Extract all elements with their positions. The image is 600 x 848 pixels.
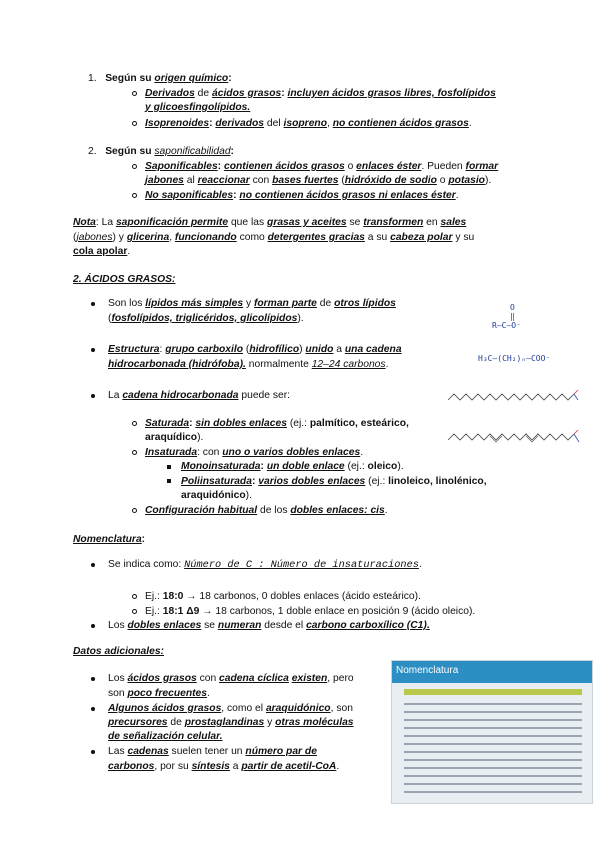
acidos-b2: Estructura: grupo carboxilo (hidrofílico) unido a una cadena xyxy=(108,344,402,355)
fatty-acid-formula-image: H₃C–(CH₂)ₙ–COO⁻ xyxy=(478,354,551,363)
configuracion-item: Configuración habitual de los dobles enlaces: cis. xyxy=(145,505,388,516)
poliinsaturada-item-cont: araquidónico). xyxy=(181,490,252,501)
nomen-b2: Los dobles enlaces se numeran desde el carbono carboxílico (C1). xyxy=(108,620,430,631)
acidos-b3: La cadena hidrocarbonada puede ser: xyxy=(108,390,291,401)
saturada-item: Saturada: sin dobles enlaces (ej.: palmítico, esteárico, xyxy=(145,418,409,429)
datos-b3-cont: carbonos, por su síntesis a partir de acetil-CoA. xyxy=(108,761,340,772)
saturada-item-cont: araquídico). xyxy=(145,432,204,443)
nomenclatura-heading: Nomenclatura: xyxy=(73,534,146,545)
datos-b3: Las cadenas suelen tener un número par de xyxy=(108,746,317,757)
acidos-b1: Son los lípidos más simples y forman parte de otros lípidos xyxy=(108,298,396,309)
nomen-ej1: Ej.: 18:0 → 18 carbonos, 0 dobles enlaces (ácido esteárico). xyxy=(145,591,421,602)
nota-line-3: cola apolar. xyxy=(73,246,131,257)
s2-item-a-cont: jabones al reaccionar con bases fuertes (hidróxido de sodio o potasio). xyxy=(145,175,492,186)
nomenclature-table-image: Nomenclatura xyxy=(391,660,593,804)
nomen-ej2: Ej.: 18:1 Δ9 → 18 carbonos, 1 doble enlace en posición 9 (ácido oleico). xyxy=(145,606,476,617)
poliinsaturada-item: Poliinsaturada: varios dobles enlaces (ej.: linoleico, linolénico, xyxy=(181,476,487,487)
saturated-chain-image xyxy=(446,388,582,404)
datos-b1-cont: son poco frecuentes. xyxy=(108,688,210,699)
acidos-b1-cont: (fosfolípidos, triglicéridos, glicolípidos). xyxy=(108,313,304,324)
s1-item-a: Derivados de ácidos grasos: incluyen ácidos grasos libres, fosfolípidos xyxy=(145,88,496,99)
datos-b2-cont2: de señalización celular. xyxy=(108,731,223,742)
s2-title: 2. Según su saponificabilidad: xyxy=(88,146,234,157)
acidos-heading: 2. ÁCIDOS GRASOS: xyxy=(73,274,176,285)
s1-item-b: Isoprenoides: derivados del isopreno, no contienen ácidos grasos. xyxy=(145,118,472,129)
insaturada-item: Insaturada: con uno o varios dobles enlaces. xyxy=(145,447,364,458)
s1-item-a-cont: y glicoesfingolípidos. xyxy=(145,102,251,113)
nota-line-2: (jabones) y glicerina, funcionando como detergentes gracias a su cabeza polar y su xyxy=(73,232,475,243)
unsaturated-chain-image xyxy=(446,430,582,446)
monoinsaturada-item: Monoinsaturada: un doble enlace (ej.: oleico). xyxy=(181,461,404,472)
datos-b1: Los ácidos grasos con cadena cíclica existen, pero xyxy=(108,673,354,684)
datos-b2-cont: precursores de prostaglandinas y otras moléculas xyxy=(108,717,354,728)
s1-title: 1. Según su origen químico: xyxy=(88,73,232,84)
datos-b2: Algunos ácidos grasos, como el araquidónico, son xyxy=(108,703,353,714)
s2-item-b: No saponificables: no contienen ácidos grasos ni enlaces éster. xyxy=(145,190,459,201)
s2-item-a: Saponificables: contienen ácidos grasos o enlaces éster. Pueden formar xyxy=(145,161,499,172)
datos-heading: Datos adicionales: xyxy=(73,646,164,657)
nomen-b1: Se indica como: Número de C : Número de insaturaciones. xyxy=(108,559,422,571)
acidos-b2-cont: hidrocarbonada (hidrófoba). normalmente 12–24 carbonos. xyxy=(108,359,389,370)
nota-line-1: Nota: La saponificación permite que las grasas y aceites se transformen en sales xyxy=(73,217,467,228)
